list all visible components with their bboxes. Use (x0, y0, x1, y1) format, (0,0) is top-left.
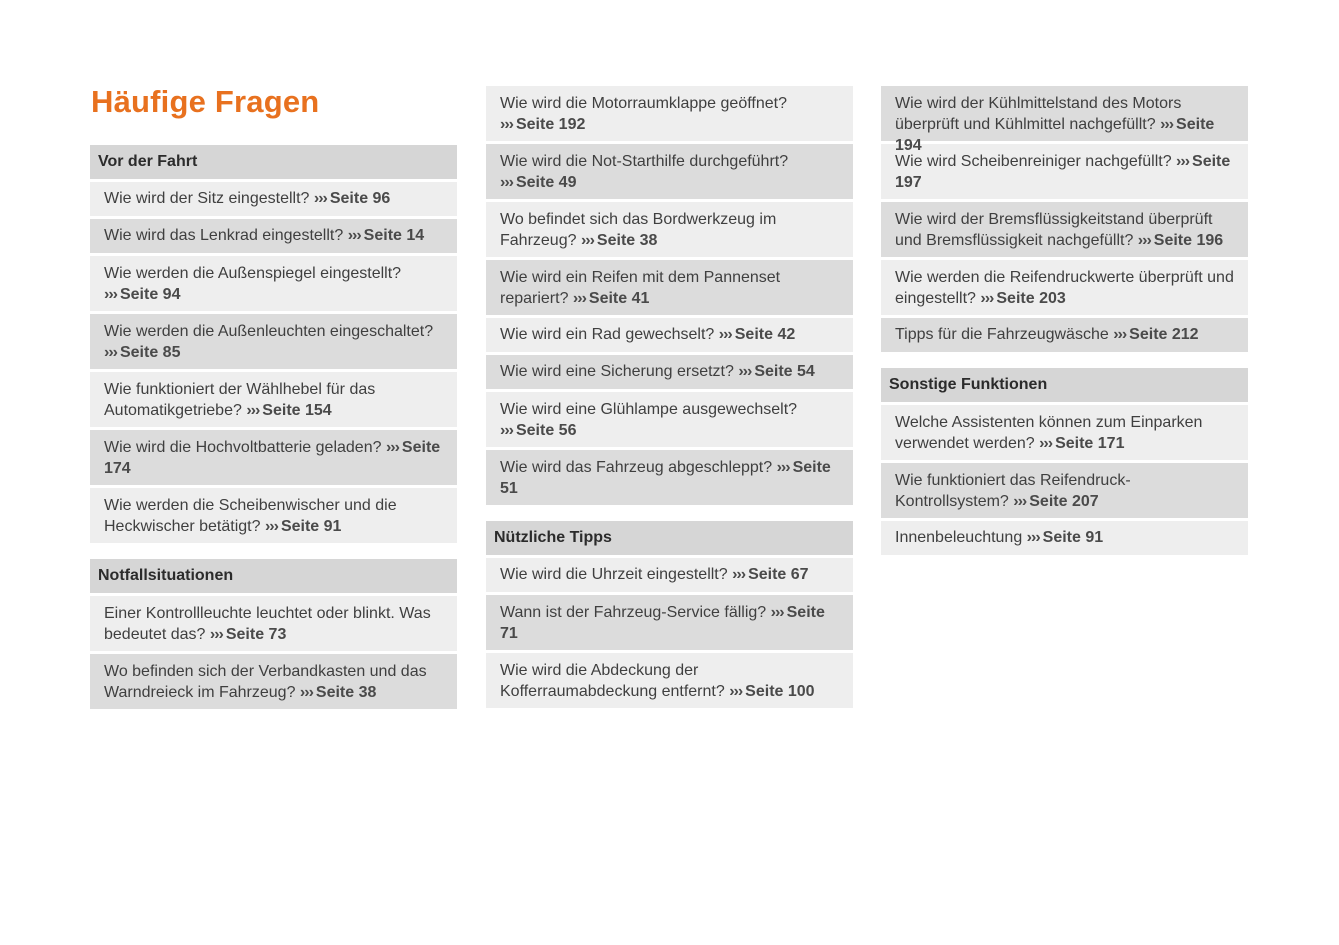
page-reference-link[interactable] (500, 422, 576, 439)
page-reference-label: Seite 71 (500, 604, 825, 642)
faq-question: Wie wird der Kühlmittelstand des Motors überprüft und Kühlmittel nachgefüllt? (895, 95, 1182, 133)
faq-item (486, 86, 853, 141)
faq-question: Wie werden die Außenspiegel eingestellt? (104, 265, 402, 282)
page-reference-link[interactable] (1039, 435, 1124, 452)
section-header: Notfallsituationen (90, 559, 457, 593)
page-reference-label: Seite 38 (315, 684, 377, 701)
faq-item (881, 521, 1248, 555)
faq-item (90, 256, 457, 311)
faq-question: Wie wird die Abdeckung der Kofferraumabdeckung entfernt? (500, 662, 730, 700)
page-reference-link[interactable] (246, 402, 331, 419)
faq-item (90, 596, 457, 651)
section-spacer (486, 508, 853, 521)
chevron-right-icon: ››› (770, 604, 784, 621)
page-reference-label: Seite 51 (500, 459, 831, 497)
faq-question: Wie wird die Not-Starthilfe durchgeführt? (500, 153, 789, 170)
faq-item (90, 430, 457, 485)
faq-question: Wie wird der Sitz eingestellt? (104, 190, 314, 207)
page-reference-link[interactable] (581, 232, 657, 249)
faq-item (486, 355, 853, 389)
chevron-right-icon: ››› (104, 286, 117, 303)
chevron-right-icon: ››› (1039, 435, 1053, 452)
page-reference-link[interactable] (104, 344, 180, 361)
faq-item (90, 654, 457, 709)
faq-question: Wie wird das Fahrzeug abgeschleppt? (500, 459, 777, 476)
faq-question: Wie wird Scheibenreiniger nachgefüllt? (895, 153, 1177, 170)
faq-question: Wie wird die Hochvoltbatterie geladen? (104, 439, 386, 456)
chevron-right-icon: ››› (1137, 232, 1151, 249)
faq-question: Wie wird ein Rad gewechselt? (500, 326, 719, 343)
faq-item (881, 318, 1248, 352)
faq-question: Wo befindet sich das Bordwerkzeug im Fahrzeug? (500, 211, 777, 249)
faq-item (90, 314, 457, 369)
page-reference-label: Seite 194 (895, 116, 1215, 154)
page-reference-label: Seite 49 (515, 174, 577, 191)
chevron-right-icon: ››› (500, 422, 513, 439)
page-reference-label: Seite 85 (119, 344, 181, 361)
faq-item (486, 558, 853, 592)
page-reference-link[interactable] (500, 174, 576, 191)
faq-item (881, 463, 1248, 518)
faq-item (486, 318, 853, 352)
faq-item (881, 260, 1248, 315)
faq-column-1 (90, 145, 457, 712)
faq-item (486, 144, 853, 199)
faq-item (90, 488, 457, 543)
chevron-right-icon: ››› (580, 232, 594, 249)
page-reference-link[interactable] (732, 566, 808, 583)
chevron-right-icon: ››› (246, 402, 260, 419)
faq-question: Wie wird die Uhrzeit eingestellt? (500, 566, 733, 583)
faq-column-3 (881, 86, 1248, 558)
chevron-right-icon: ››› (776, 459, 790, 476)
page-reference-link[interactable] (265, 518, 341, 535)
faq-item (881, 86, 1248, 154)
page-reference-link[interactable] (104, 286, 180, 303)
page-reference-link[interactable] (1113, 326, 1198, 343)
chevron-right-icon: ››› (1013, 493, 1027, 510)
chevron-right-icon: ››› (1113, 326, 1127, 343)
page-reference-label: Seite 100 (745, 683, 815, 700)
faq-question: Wie wird die Motorraumklappe geöffnet? (500, 95, 787, 112)
page-reference-label: Seite 91 (280, 518, 342, 535)
faq-item (486, 653, 853, 708)
page-reference-link[interactable] (348, 227, 424, 244)
page-reference-label: Seite 207 (1029, 493, 1099, 510)
chevron-right-icon: ››› (264, 518, 278, 535)
page-reference-label: Seite 94 (119, 286, 181, 303)
faq-question: Wann ist der Fahrzeug-Service fällig? (500, 604, 771, 621)
faq-item (486, 595, 853, 650)
faq-question: Wie wird das Lenkrad eingestellt? (104, 227, 348, 244)
chevron-right-icon: ››› (347, 227, 361, 244)
chevron-right-icon: ››› (718, 326, 732, 343)
faq-question: Welche Assistenten können zum Einparken verwendet werden? (895, 414, 1203, 452)
faq-question: Wie wird eine Sicherung ersetzt? (500, 363, 739, 380)
faq-question: Wie funktioniert der Wählhebel für das Automatikgetriebe? (104, 381, 376, 419)
chevron-right-icon: ››› (299, 684, 313, 701)
page-reference-label: Seite 192 (515, 116, 586, 133)
chevron-right-icon: ››› (1160, 116, 1174, 133)
page-reference-label: Seite 174 (104, 439, 441, 477)
page-reference-link[interactable] (729, 683, 814, 700)
faq-question: Wie werden die Außenleuchten eingeschaltet? (104, 323, 434, 340)
page-reference-link[interactable] (1013, 493, 1098, 510)
page-reference-link[interactable] (1138, 232, 1223, 249)
faq-question: Wie werden die Reifendruckwerte überprüft und eingestellt? (895, 269, 1234, 307)
faq-item (881, 202, 1248, 257)
chevron-right-icon: ››› (729, 683, 743, 700)
page-reference-label: Seite 38 (596, 232, 658, 249)
faq-item (90, 219, 457, 253)
page-reference-label: Seite 212 (1129, 326, 1199, 343)
page-reference-link[interactable] (300, 684, 376, 701)
chevron-right-icon: ››› (385, 439, 399, 456)
faq-question: Wie wird ein Reifen mit dem Pannenset repariert? (500, 269, 781, 307)
page-reference-link[interactable] (573, 290, 649, 307)
page-reference-label: Seite 91 (1042, 529, 1104, 546)
page-reference-label: Seite 56 (515, 422, 577, 439)
page-reference-label: Seite 73 (225, 626, 287, 643)
page-reference-label: Seite 96 (329, 190, 391, 207)
page-reference-link[interactable] (980, 290, 1065, 307)
chevron-right-icon: ››› (313, 190, 327, 207)
page-reference-label: Seite 67 (748, 566, 809, 583)
faq-item (881, 405, 1248, 460)
faq-question: Wie werden die Scheibenwischer und die Heckwischer betätigt? (104, 497, 397, 535)
faq-question: Einer Kontrollleuchte leuchtet oder blinkt. Was bedeutet das? (104, 605, 431, 643)
chevron-right-icon: ››› (732, 566, 746, 583)
chevron-right-icon: ››› (738, 363, 752, 380)
page-reference-label: Seite 42 (734, 326, 796, 343)
section-header: Nützliche Tipps (486, 521, 853, 555)
section-spacer (881, 355, 1248, 368)
faq-question: Tipps für die Fahrzeugwäsche (895, 326, 1114, 343)
page-reference-link[interactable] (1027, 529, 1103, 546)
chevron-right-icon: ››› (980, 290, 994, 307)
faq-item (881, 144, 1248, 199)
faq-item (486, 260, 853, 315)
page-reference-link[interactable] (719, 326, 795, 343)
page-reference-label: Seite 154 (262, 402, 332, 419)
chevron-right-icon: ››› (104, 344, 117, 361)
page-reference-label: Seite 14 (363, 227, 425, 244)
faq-question: Wie wird der Bremsflüssigkeitstand überprüft und Bremsflüssigkeit nachgefüllt? (895, 211, 1213, 249)
faq-item (90, 372, 457, 427)
chevron-right-icon: ››› (572, 290, 586, 307)
chevron-right-icon: ››› (500, 116, 513, 133)
page-reference-link[interactable] (500, 116, 585, 133)
page-reference-label: Seite 197 (895, 153, 1231, 191)
page-reference-link[interactable] (210, 626, 286, 643)
faq-item (486, 450, 853, 505)
faq-question: Innenbeleuchtung (895, 529, 1027, 546)
section-header: Sonstige Funktionen (881, 368, 1248, 402)
faq-question: Wie funktioniert das Reifendruck-Kontrollsystem? (895, 472, 1131, 510)
chevron-right-icon: ››› (500, 174, 513, 191)
chevron-right-icon: ››› (1026, 529, 1040, 546)
faq-item (486, 202, 853, 257)
faq-question: Wie wird eine Glühlampe ausgewechselt? (500, 401, 798, 418)
page-reference-label: Seite 171 (1055, 435, 1125, 452)
faq-item (486, 392, 853, 447)
page-reference-label: Seite 196 (1153, 232, 1224, 249)
section-header: Vor der Fahrt (90, 145, 457, 179)
page-reference-label: Seite 41 (588, 290, 650, 307)
page-reference-label: Seite 203 (996, 290, 1066, 307)
page-reference-link[interactable] (738, 363, 814, 380)
page-reference-label: Seite 54 (754, 363, 815, 380)
section-spacer (90, 546, 457, 559)
chevron-right-icon: ››› (209, 626, 223, 643)
page-reference-link[interactable] (314, 190, 390, 207)
faq-column-2 (486, 86, 853, 711)
page-title: Häufige Fragen (91, 84, 320, 119)
chevron-right-icon: ››› (1176, 153, 1190, 170)
faq-item (90, 182, 457, 216)
faq-question: Wo befinden sich der Verbandkasten und das Warndreieck im Fahrzeug? (104, 663, 427, 701)
